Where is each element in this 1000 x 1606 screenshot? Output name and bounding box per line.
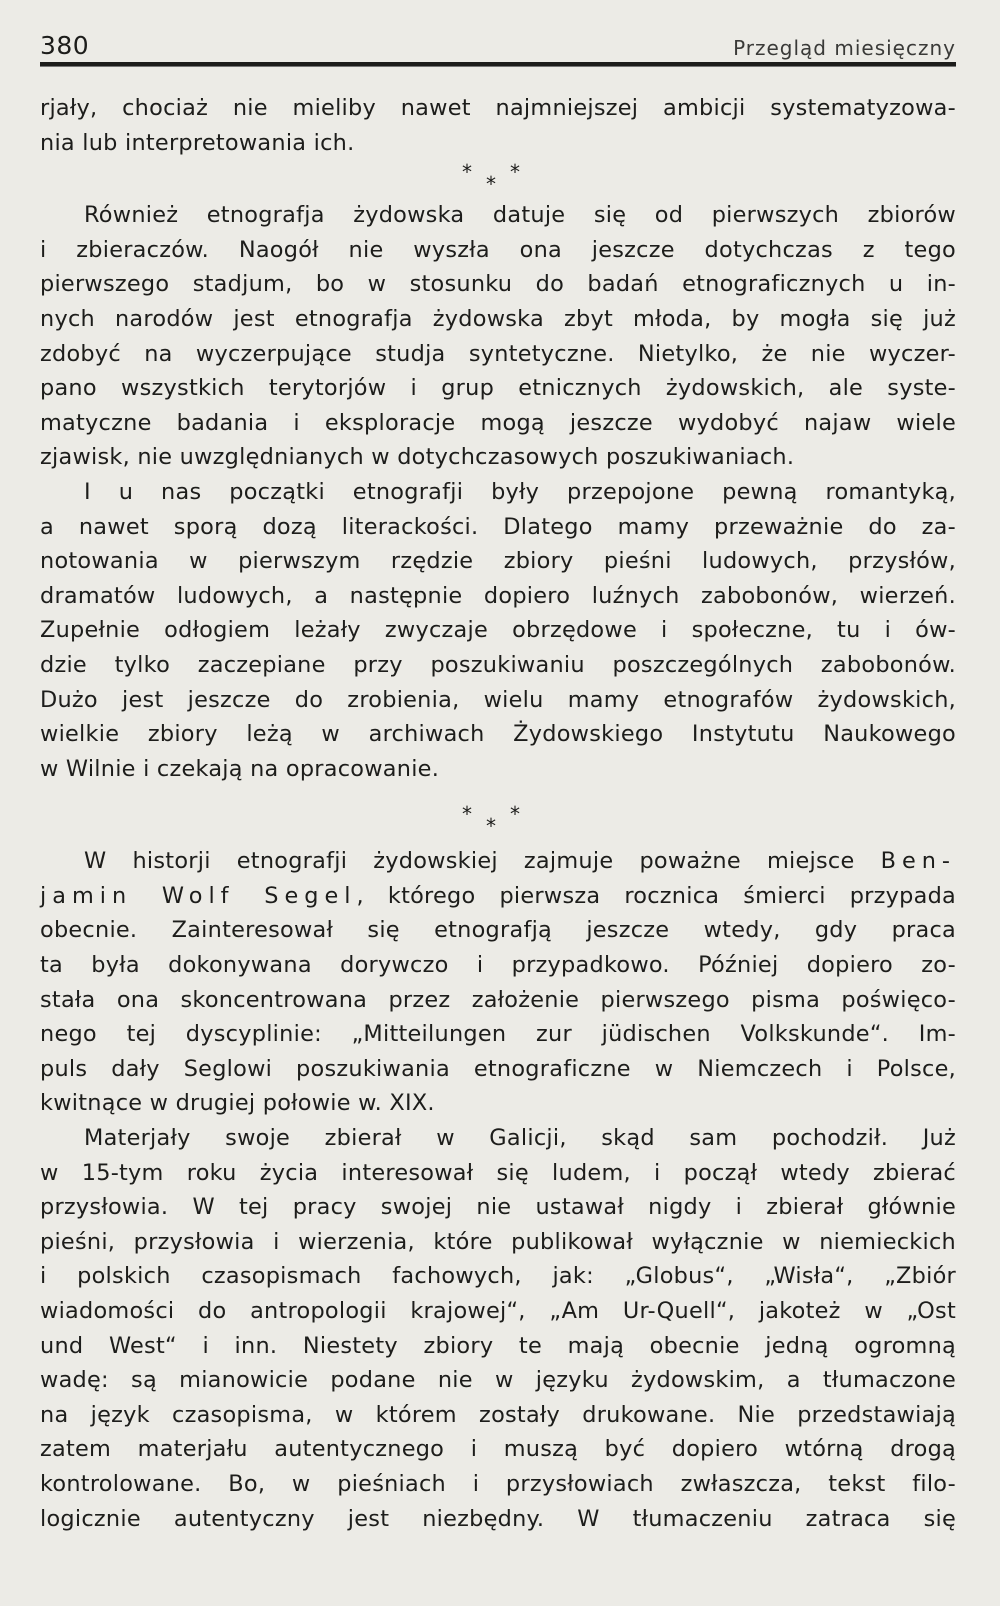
section-asterism bbox=[40, 786, 956, 844]
text-line: nego tej dyscyplinie: „Mitteilungen zur jüdischen Volkskunde“. Im- bbox=[40, 1021, 956, 1048]
text-line: Zupełnie odłogiem leżały zwyczaje obrzędowe i społeczne, tu i ów- bbox=[40, 617, 956, 644]
text-line: Dużo jest jeszcze do zrobienia, wielu mamy etnografów żydowskich, bbox=[40, 686, 956, 713]
spaced-name: jamin Wolf Segel bbox=[40, 882, 357, 909]
text-line: i polskich czasopismach fachowych, jak: „Globus“, „Wisła“, „Zbiór bbox=[40, 1263, 956, 1290]
text-line: I u nas początki etnografji były przepojone pewną romantyką, bbox=[84, 478, 956, 505]
text-line: dzie tylko zaczepiane przy poszukiwaniu poszczególnych zabobonów. bbox=[40, 651, 956, 678]
text-line: w Wilnie i czekają na opracowanie. bbox=[40, 755, 440, 782]
text-line: puls dały Seglowi poszukiwania etnograficzne w Niemczech i Polsce, bbox=[40, 1055, 956, 1082]
text-segment: W historji etnografji żydowskiej zajmuje poważne miejsce bbox=[84, 848, 855, 875]
text-line: Materjały swoje zbierał w Galicji, skąd sam pochodził. Już bbox=[84, 1125, 956, 1152]
asterisk: * bbox=[486, 814, 497, 839]
text-line: przysłowia. W tej pracy swojej nie ustawał nigdy i zbierał głównie bbox=[40, 1194, 956, 1221]
text-line: Również etnografja żydowska datuje się od pierwszych zbiorów bbox=[84, 202, 956, 229]
text-line: wadę: są mianowicie podane nie w języku żydowskim, a tłumaczone bbox=[40, 1367, 956, 1394]
text-line: nych narodów jest etnografja żydowska zbyt młoda, by mogła się już bbox=[40, 305, 956, 332]
text-line: ta była dokonywana dorywczo i przypadkowo. Później dopiero zo- bbox=[40, 952, 956, 979]
spaced-name: Ben- bbox=[880, 848, 956, 875]
text-line: kwitnące w drugiej połowie w. XIX. bbox=[40, 1090, 435, 1117]
text-line: pano wszystkich terytorjów i grup etnicznych żydowskich, ale syste- bbox=[40, 375, 956, 402]
text-line: notowania w pierwszym rzędzie zbiory pieśni ludowych, przysłów, bbox=[40, 548, 956, 575]
text-line: zdobyć na wyczerpujące studja syntetyczne. Nietylko, że nie wyczer- bbox=[40, 340, 956, 367]
asterisk: * bbox=[462, 160, 473, 185]
body-text bbox=[40, 91, 956, 1536]
text-line: matyczne badania i eksploracje mogą jeszcze wydobyć najaw wiele bbox=[40, 409, 956, 436]
asterisk: * bbox=[462, 802, 473, 827]
text-line: w 15-tym roku życia interesował się ludem, i począł wtedy zbierać bbox=[40, 1159, 956, 1186]
text-line bbox=[40, 844, 956, 879]
text-line: dramatów ludowych, a następnie dopiero luźnych zabobonów, wierzeń. bbox=[40, 582, 956, 609]
asterisk: * bbox=[510, 160, 521, 185]
page-number: 380 bbox=[40, 31, 90, 60]
text-segment: , którego pierwsza rocznica śmierci przypada bbox=[356, 882, 956, 909]
running-head: Przegląd miesięczny bbox=[733, 36, 956, 60]
asterisk: * bbox=[486, 172, 497, 197]
text-line: zatem materjału autentycznego i muszą być dopiero wtórną drogą bbox=[40, 1436, 956, 1463]
text-line: wiadomości do antropologii krajowej“, „Am Ur-Quell“, jakoteż w „Ost bbox=[40, 1298, 956, 1324]
text-line: logicznie autentyczny jest niezbędny. W tłumaczeniu zatraca się bbox=[40, 1505, 956, 1532]
text-line: kontrolowane. Bo, w pieśniach i przysłowiach zwłaszcza, tekst filo- bbox=[40, 1470, 956, 1497]
page-header bbox=[40, 26, 956, 60]
text-line: nia lub interpretowania ich. bbox=[40, 129, 355, 156]
asterisk: * bbox=[510, 802, 521, 827]
text-line: stała ona skoncentrowana przez założenie pierwszego pisma poświęco- bbox=[40, 986, 956, 1013]
text-line: rjały, chociaż nie mieliby nawet najmniejszej ambicji systematyzowa- bbox=[40, 95, 956, 121]
text-line: und West“ i inn. Niestety zbiory te mają obecnie jedną ogromną bbox=[40, 1332, 956, 1359]
text-line: zjawisk, nie uwzględnianych w dotychczasowych poszukiwaniach. bbox=[40, 444, 795, 471]
text-line: na język czasopisma, w którem zostały drukowane. Nie przedstawiają bbox=[40, 1401, 956, 1428]
text-line: pierwszego stadjum, bo w stosunku do badań etnograficznych u in- bbox=[40, 271, 956, 298]
text-line: i zbieraczów. Naogół nie wyszła ona jeszcze dotychczas z tego bbox=[40, 236, 956, 263]
text-line: a nawet sporą dozą literackości. Dlatego mamy przeważnie do za- bbox=[40, 513, 956, 540]
text-line bbox=[40, 879, 956, 914]
text-line: pieśni, przysłowia i wierzenia, które publikował wyłącznie w niemieckich bbox=[40, 1228, 956, 1255]
text-line: wielkie zbiory leżą w archiwach Żydowskiego Instytutu Naukowego bbox=[40, 721, 956, 748]
section-asterism bbox=[40, 158, 956, 198]
header-rule bbox=[40, 62, 956, 67]
text-line: obecnie. Zainteresował się etnografją jeszcze wtedy, gdy praca bbox=[40, 917, 956, 944]
